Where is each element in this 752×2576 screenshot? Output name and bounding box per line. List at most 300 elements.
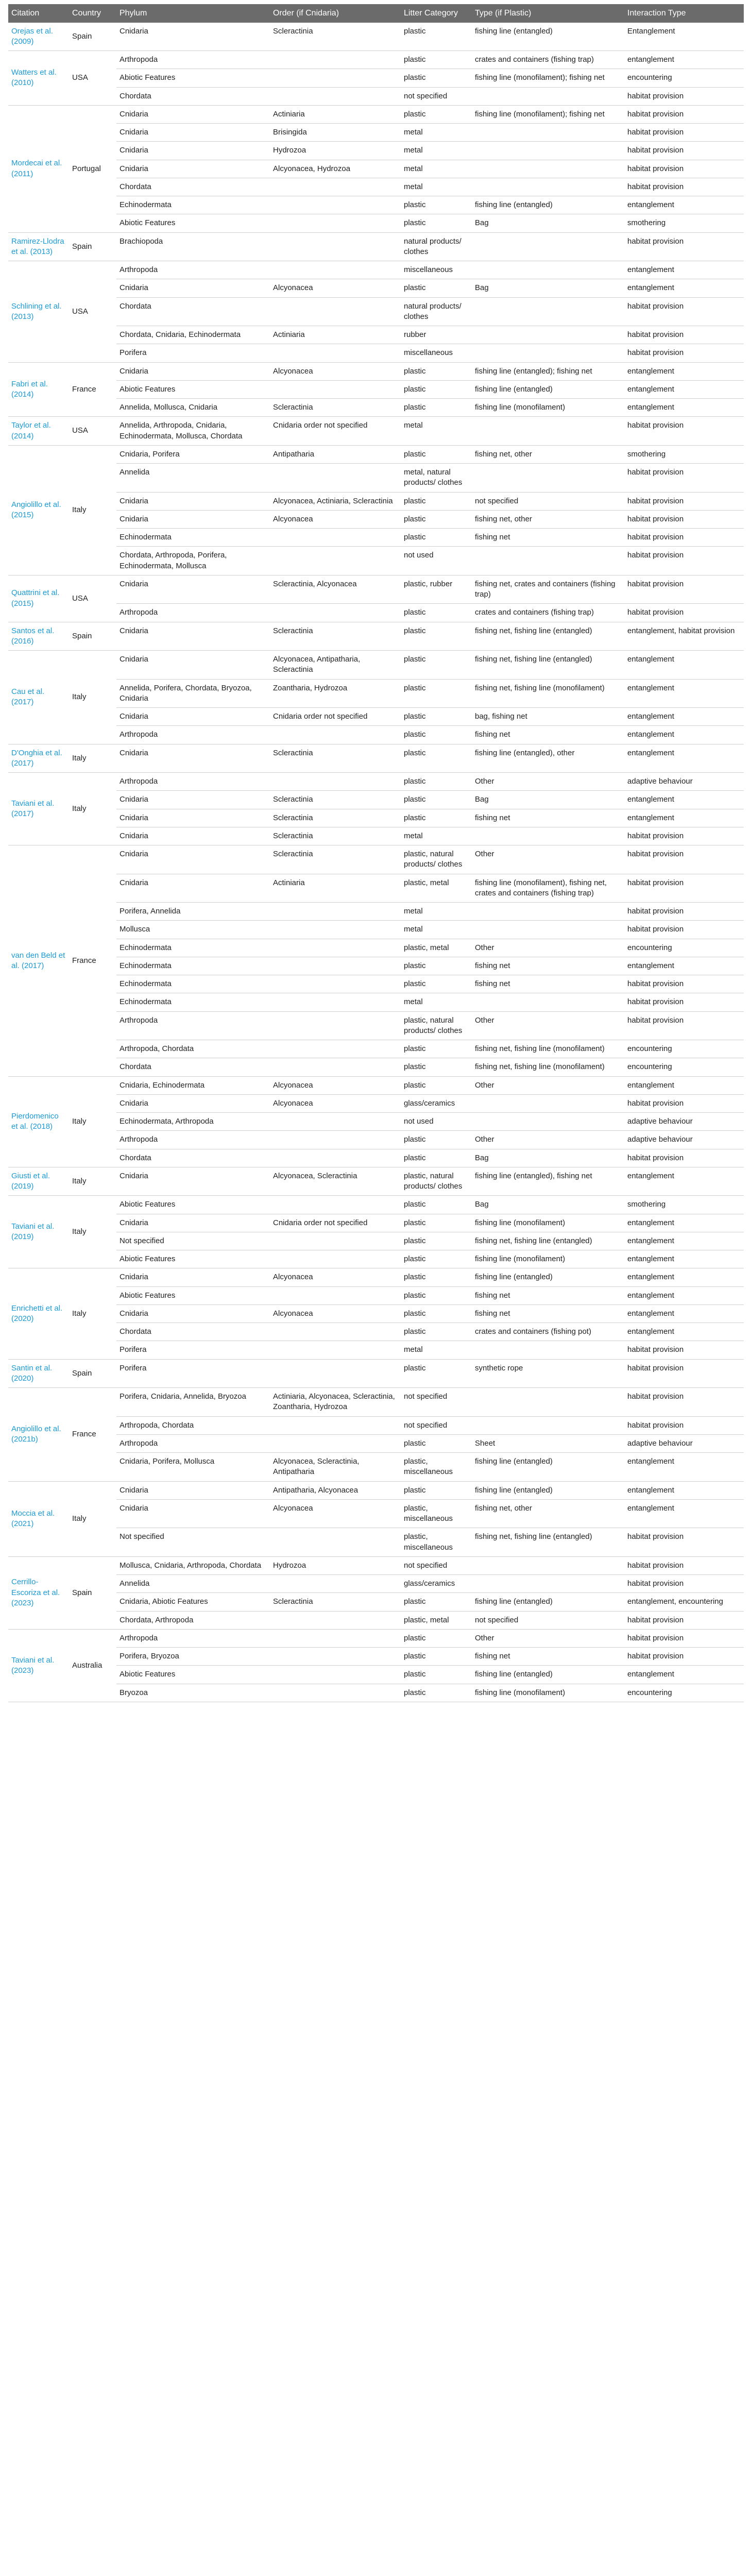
order-cell: Actiniaria [270,105,401,123]
table-row [8,1304,744,1323]
table-row [8,142,744,160]
table-row [8,445,744,463]
phylum-cell: Cnidaria [116,845,270,874]
citation-link[interactable]: Santin et al. (2020) [11,1363,53,1383]
interaction-type-cell: entanglement [624,809,744,827]
litter-category-cell: plastic [401,679,472,708]
plastic-type-cell: fishing line (monofilament) [472,1214,624,1232]
interaction-type-cell: habitat provision [624,1556,744,1574]
citation-link[interactable]: Taviani et al. (2023) [11,1655,55,1675]
interaction-type-cell: entanglement [624,651,744,680]
litter-category-cell: plastic [401,1323,472,1341]
plastic-type-cell [472,1388,624,1417]
interaction-type-cell: habitat provision [624,874,744,903]
interaction-type-cell: entanglement [624,1167,744,1196]
citation-cell [8,1167,69,1196]
phylum-cell: Arthropoda, Chordata [116,1040,270,1058]
plastic-type-cell: bag, fishing net [472,708,624,726]
interaction-type-cell: smothering [624,445,744,463]
table-row [8,1076,744,1094]
litter-category-cell: plastic [401,510,472,528]
citation-link[interactable]: Watters et al. (2010) [11,68,57,88]
litter-category-cell: metal [401,827,472,845]
phylum-cell: Abiotic Features [116,1250,270,1268]
interaction-type-cell: entanglement [624,957,744,975]
phylum-cell: Arthropoda [116,1629,270,1647]
order-cell: Scleractinia [270,744,401,773]
interaction-type-cell: smothering [624,214,744,232]
plastic-type-cell: fishing net, crates and containers (fishing trap) [472,575,624,604]
litter-category-cell: plastic [401,492,472,510]
table-row [8,87,744,105]
plastic-type-cell: fishing line (monofilament); fishing net [472,105,624,123]
litter-category-cell: plastic [401,1359,472,1388]
litter-category-cell: plastic, miscellaneous [401,1453,472,1482]
plastic-type-cell [472,1575,624,1593]
citation-cell [8,575,69,622]
phylum-cell: Annelida, Arthropoda, Cnidaria, Echinodermata, Mollusca, Chordata [116,417,270,446]
order-cell [270,1611,401,1629]
litter-category-cell: metal [401,160,472,178]
phylum-cell: Arthropoda [116,51,270,69]
phylum-cell: Abiotic Features [116,214,270,232]
phylum-cell: Brachiopoda [116,232,270,261]
plastic-type-cell: fishing net, fishing line (monofilament) [472,679,624,708]
phylum-cell: Cnidaria [116,1094,270,1112]
citation-link[interactable]: Taylor et al. (2014) [11,421,51,440]
interaction-type-cell: habitat provision [624,921,744,939]
phylum-cell: Cnidaria [116,1499,270,1528]
phylum-cell: Cnidaria [116,874,270,903]
order-cell: Alcyonacea, Scleractinia [270,1167,401,1196]
interaction-type-cell: entanglement [624,679,744,708]
plastic-type-cell: fishing line (monofilament) [472,1684,624,1702]
order-cell [270,604,401,622]
table-row [8,809,744,827]
interaction-type-cell: adaptive behaviour [624,773,744,791]
table-row [8,1323,744,1341]
plastic-type-cell: fishing net, fishing line (entangled) [472,1232,624,1250]
plastic-type-cell: fishing line (entangled) [472,1481,624,1499]
phylum-cell: Echinodermata [116,975,270,993]
interaction-type-cell: habitat provision [624,529,744,547]
phylum-cell: Abiotic Features [116,1196,270,1214]
order-cell: Alcyonacea [270,279,401,297]
interaction-type-cell: habitat provision [624,827,744,845]
plastic-type-cell: fishing net, fishing line (monofilament) [472,1058,624,1076]
plastic-type-cell: fishing line (monofilament), fishing net, crates and containers (fishing trap) [472,874,624,903]
interaction-type-cell: habitat provision [624,142,744,160]
litter-category-cell: plastic [401,529,472,547]
phylum-cell: Cnidaria [116,744,270,773]
litter-category-cell: plastic [401,105,472,123]
litter-category-cell: plastic, miscellaneous [401,1528,472,1557]
litter-category-cell: plastic, miscellaneous [401,1499,472,1528]
litter-interaction-table [8,4,744,1702]
interaction-type-cell: entanglement [624,791,744,809]
interaction-type-cell: entanglement [624,1499,744,1528]
table-row [8,827,744,845]
interaction-type-cell: habitat provision [624,510,744,528]
interaction-type-cell: habitat provision [624,232,744,261]
phylum-cell: Abiotic Features [116,380,270,398]
phylum-cell: Cnidaria [116,160,270,178]
phylum-cell: Cnidaria [116,23,270,51]
table-row [8,547,744,575]
phylum-cell: Porifera, Annelida [116,903,270,921]
plastic-type-cell: not specified [472,492,624,510]
phylum-cell: Annelida, Porifera, Chordata, Bryozoa, Cnidaria [116,679,270,708]
country-cell: USA [69,575,116,622]
order-cell: Scleractinia [270,791,401,809]
order-cell: Scleractinia [270,1593,401,1611]
citation-link[interactable]: Orejas et al. (2009) [11,26,53,46]
litter-category-cell: plastic, natural products/ clothes [401,1167,472,1196]
plastic-type-cell [472,142,624,160]
order-cell [270,464,401,493]
table-row [8,1499,744,1528]
country-cell: Australia [69,1629,116,1702]
table-row [8,1388,744,1417]
plastic-type-cell: Other [472,939,624,957]
plastic-type-cell: Bag [472,279,624,297]
order-cell [270,1359,401,1388]
order-cell [270,1011,401,1040]
phylum-cell: Arthropoda [116,726,270,744]
plastic-type-cell [472,827,624,845]
litter-category-cell: plastic [401,1268,472,1286]
table-row [8,993,744,1011]
phylum-cell: Cnidaria [116,1304,270,1323]
plastic-type-cell: not specified [472,1611,624,1629]
table-row [8,1113,744,1131]
order-cell [270,69,401,87]
phylum-cell: Echinodermata [116,529,270,547]
table-row [8,1434,744,1452]
order-cell: Cnidaria order not specified [270,1214,401,1232]
litter-category-cell: miscellaneous [401,261,472,279]
interaction-type-cell: encountering [624,1684,744,1702]
table-row [8,1611,744,1629]
citation-link[interactable]: Taviani et al. (2019) [11,1222,55,1242]
phylum-cell: Echinodermata [116,939,270,957]
table-row [8,1481,744,1499]
order-cell [270,1286,401,1304]
plastic-type-cell: fishing line (monofilament) [472,399,624,417]
interaction-type-cell: smothering [624,1196,744,1214]
plastic-type-cell: Other [472,1131,624,1149]
order-cell [270,993,401,1011]
citation-link[interactable]: D'Onghia et al. (2017) [11,748,62,768]
order-cell [270,178,401,196]
table-row [8,232,744,261]
order-cell: Alcyonacea [270,510,401,528]
order-cell [270,1434,401,1452]
interaction-type-cell: habitat provision [624,1416,744,1434]
table-row [8,261,744,279]
interaction-type-cell: encountering [624,1058,744,1076]
phylum-cell: Chordata [116,1058,270,1076]
country-cell: Spain [69,1359,116,1388]
citation-link[interactable]: Mordecai et al. (2011) [11,159,62,178]
citation-cell [8,261,69,363]
plastic-type-cell: fishing net, other [472,445,624,463]
interaction-type-cell: entanglement [624,1481,744,1499]
interaction-type-cell: entanglement [624,380,744,398]
litter-category-cell: metal [401,124,472,142]
plastic-type-cell: fishing line (entangled) [472,1666,624,1684]
phylum-cell: Mollusca, Cnidaria, Arthropoda, Chordata [116,1556,270,1574]
table-row [8,529,744,547]
interaction-type-cell: habitat provision [624,1359,744,1388]
interaction-type-cell: encountering [624,69,744,87]
interaction-type-cell: entanglement [624,1250,744,1268]
phylum-cell: Cnidaria, Echinodermata [116,1076,270,1094]
country-cell: Spain [69,1556,116,1629]
citation-link[interactable]: Cerrillo-Escoriza et al. (2023) [11,1578,60,1607]
phylum-cell: Cnidaria [116,1268,270,1286]
country-cell: USA [69,261,116,363]
litter-category-cell: plastic, metal [401,874,472,903]
plastic-type-cell: fishing line (entangled) [472,380,624,398]
order-cell: Scleractinia, Alcyonacea [270,575,401,604]
table-row [8,622,744,651]
citation-cell [8,622,69,651]
citation-link[interactable]: Taviani et al. (2017) [11,799,55,819]
citation-cell [8,845,69,1077]
plastic-type-cell [472,124,624,142]
citation-link[interactable]: Santos et al. (2016) [11,626,55,646]
litter-category-cell: not specified [401,1416,472,1434]
country-cell: Italy [69,1196,116,1268]
interaction-type-cell: habitat provision [624,492,744,510]
interaction-type-cell: entanglement [624,279,744,297]
header-phylum: Phylum [116,4,270,23]
plastic-type-cell: Bag [472,791,624,809]
plastic-type-cell [472,1556,624,1574]
order-cell [270,232,401,261]
litter-category-cell: plastic [401,726,472,744]
plastic-type-cell: Bag [472,1196,624,1214]
interaction-type-cell: habitat provision [624,1149,744,1167]
litter-category-cell: metal, natural products/ clothes [401,464,472,493]
table-row [8,1556,744,1574]
plastic-type-cell [472,87,624,105]
citation-link[interactable]: Moccia et al. (2021) [11,1509,55,1529]
plastic-type-cell [472,547,624,575]
plastic-type-cell: fishing line (entangled) [472,1593,624,1611]
plastic-type-cell: fishing line (entangled), fishing net [472,1167,624,1196]
citation-cell [8,744,69,773]
phylum-cell: Arthropoda [116,1011,270,1040]
plastic-type-cell: crates and containers (fishing trap) [472,604,624,622]
citation-link[interactable]: Ramirez-Llodra et al. (2013) [11,236,64,256]
phylum-cell: Cnidaria, Porifera, Mollusca [116,1453,270,1482]
country-cell: France [69,845,116,1077]
phylum-cell: Cnidaria [116,510,270,528]
citation-link[interactable]: Fabri et al. (2014) [11,379,48,399]
plastic-type-cell: fishing line (entangled) [472,1453,624,1482]
litter-category-cell: plastic [401,1196,472,1214]
order-cell [270,939,401,957]
country-cell: Italy [69,744,116,773]
phylum-cell: Arthropoda [116,1131,270,1149]
interaction-type-cell: habitat provision [624,845,744,874]
citation-cell [8,1359,69,1388]
country-cell: Italy [69,1481,116,1556]
plastic-type-cell: fishing net [472,957,624,975]
citation-cell [8,417,69,446]
interaction-type-cell: adaptive behaviour [624,1434,744,1452]
phylum-cell: Chordata, Cnidaria, Echinodermata [116,326,270,344]
litter-category-cell: plastic [401,23,472,51]
order-cell [270,1149,401,1167]
table-row [8,124,744,142]
order-cell: Alcyonacea, Hydrozoa [270,160,401,178]
table-row [8,1629,744,1647]
litter-category-cell: plastic, metal [401,1611,472,1629]
citation-link[interactable]: Quattrini et al. (2015) [11,588,60,608]
plastic-type-cell: fishing net [472,975,624,993]
header-order: Order (if Cnidaria) [270,4,401,23]
order-cell [270,1629,401,1647]
litter-category-cell: metal [401,903,472,921]
phylum-cell: Echinodermata [116,196,270,214]
citation-link[interactable]: Giusti et al. (2019) [11,1171,50,1191]
interaction-type-cell: entanglement [624,1214,744,1232]
litter-category-cell: plastic [401,1058,472,1076]
plastic-type-cell: fishing net, fishing line (entangled) [472,622,624,651]
interaction-type-cell: entanglement [624,1453,744,1482]
country-cell: Spain [69,622,116,651]
order-cell: Zoantharia, Hydrozoa [270,679,401,708]
interaction-type-cell: habitat provision [624,1575,744,1593]
plastic-type-cell: fishing line (monofilament); fishing net [472,69,624,87]
interaction-type-cell: habitat provision [624,160,744,178]
plastic-type-cell: fishing line (monofilament) [472,1250,624,1268]
plastic-type-cell [472,903,624,921]
order-cell: Alcyonacea [270,362,401,380]
phylum-cell: Cnidaria [116,1214,270,1232]
table-row [8,178,744,196]
order-cell [270,1323,401,1341]
citation-link[interactable]: Pierdomenico et al. (2018) [11,1111,59,1131]
table-row [8,1232,744,1250]
litter-category-cell: plastic, rubber [401,575,472,604]
order-cell: Scleractinia [270,399,401,417]
litter-category-cell: plastic [401,445,472,463]
plastic-type-cell: Other [472,1011,624,1040]
interaction-type-cell: entanglement [624,744,744,773]
phylum-cell: Porifera, Cnidaria, Annelida, Bryozoa [116,1388,270,1417]
country-cell: France [69,1388,116,1482]
interaction-type-cell: habitat provision [624,1528,744,1557]
phylum-cell: Cnidaria [116,651,270,680]
citation-cell [8,1196,69,1268]
litter-category-cell: not specified [401,87,472,105]
plastic-type-cell [472,921,624,939]
litter-category-cell: plastic, natural products/ clothes [401,845,472,874]
order-cell [270,1416,401,1434]
litter-category-cell: not specified [401,1556,472,1574]
interaction-type-cell: entanglement [624,362,744,380]
litter-category-cell: plastic [401,1232,472,1250]
order-cell: Actiniaria [270,874,401,903]
phylum-cell: Echinodermata, Arthropoda [116,1113,270,1131]
table-row [8,51,744,69]
citation-link[interactable]: Angiolillo et al. (2015) [11,500,61,520]
order-cell [270,297,401,326]
litter-category-cell: metal [401,921,472,939]
order-cell: Cnidaria order not specified [270,417,401,446]
interaction-type-cell: habitat provision [624,87,744,105]
litter-category-cell: plastic, natural products/ clothes [401,1011,472,1040]
plastic-type-cell: Other [472,1076,624,1094]
citation-link[interactable]: Schlining et al. (2013) [11,301,62,321]
interaction-type-cell: entanglement [624,708,744,726]
plastic-type-cell [472,232,624,261]
phylum-cell: Echinodermata [116,957,270,975]
country-cell: Italy [69,1167,116,1196]
citation-link[interactable]: van den Beld et al. (2017) [11,951,65,970]
table-row [8,903,744,921]
interaction-type-cell: habitat provision [624,1388,744,1417]
phylum-cell: Annelida [116,464,270,493]
citation-link[interactable]: Cau et al. (2017) [11,687,45,707]
table-row [8,1684,744,1702]
interaction-type-cell: entanglement [624,399,744,417]
interaction-type-cell: entanglement [624,726,744,744]
citation-link[interactable]: Enrichetti et al. (2020) [11,1303,63,1323]
table-row [8,344,744,362]
plastic-type-cell: crates and containers (fishing trap) [472,51,624,69]
table-row [8,279,744,297]
litter-category-cell: plastic [401,399,472,417]
interaction-type-cell: habitat provision [624,1629,744,1647]
plastic-type-cell: fishing line (entangled), other [472,744,624,773]
litter-category-cell: plastic, metal [401,939,472,957]
order-cell: Alcyonacea, Scleractinia, Antipatharia [270,1453,401,1482]
order-cell [270,1058,401,1076]
interaction-type-cell: encountering [624,1040,744,1058]
phylum-cell: Not specified [116,1528,270,1557]
table-row [8,510,744,528]
interaction-type-cell: habitat provision [624,464,744,493]
phylum-cell: Cnidaria [116,124,270,142]
litter-category-cell: plastic [401,604,472,622]
table-row [8,1214,744,1232]
order-cell [270,87,401,105]
table-row [8,23,744,51]
table-row [8,1666,744,1684]
table-row [8,957,744,975]
order-cell [270,726,401,744]
litter-category-cell: plastic [401,1250,472,1268]
plastic-type-cell [472,1113,624,1131]
order-cell [270,1131,401,1149]
phylum-cell: Chordata, Arthropoda [116,1611,270,1629]
litter-category-cell: plastic [401,1149,472,1167]
order-cell: Hydrozoa [270,142,401,160]
order-cell: Alcyonacea [270,1076,401,1094]
litter-category-cell: plastic [401,51,472,69]
interaction-type-cell: entanglement [624,1076,744,1094]
plastic-type-cell: fishing line (entangled); fishing net [472,362,624,380]
citation-link[interactable]: Angiolillo et al. (2021b) [11,1425,61,1444]
litter-category-cell: plastic [401,380,472,398]
phylum-cell: Annelida, Mollusca, Cnidaria [116,399,270,417]
country-cell: Italy [69,773,116,845]
